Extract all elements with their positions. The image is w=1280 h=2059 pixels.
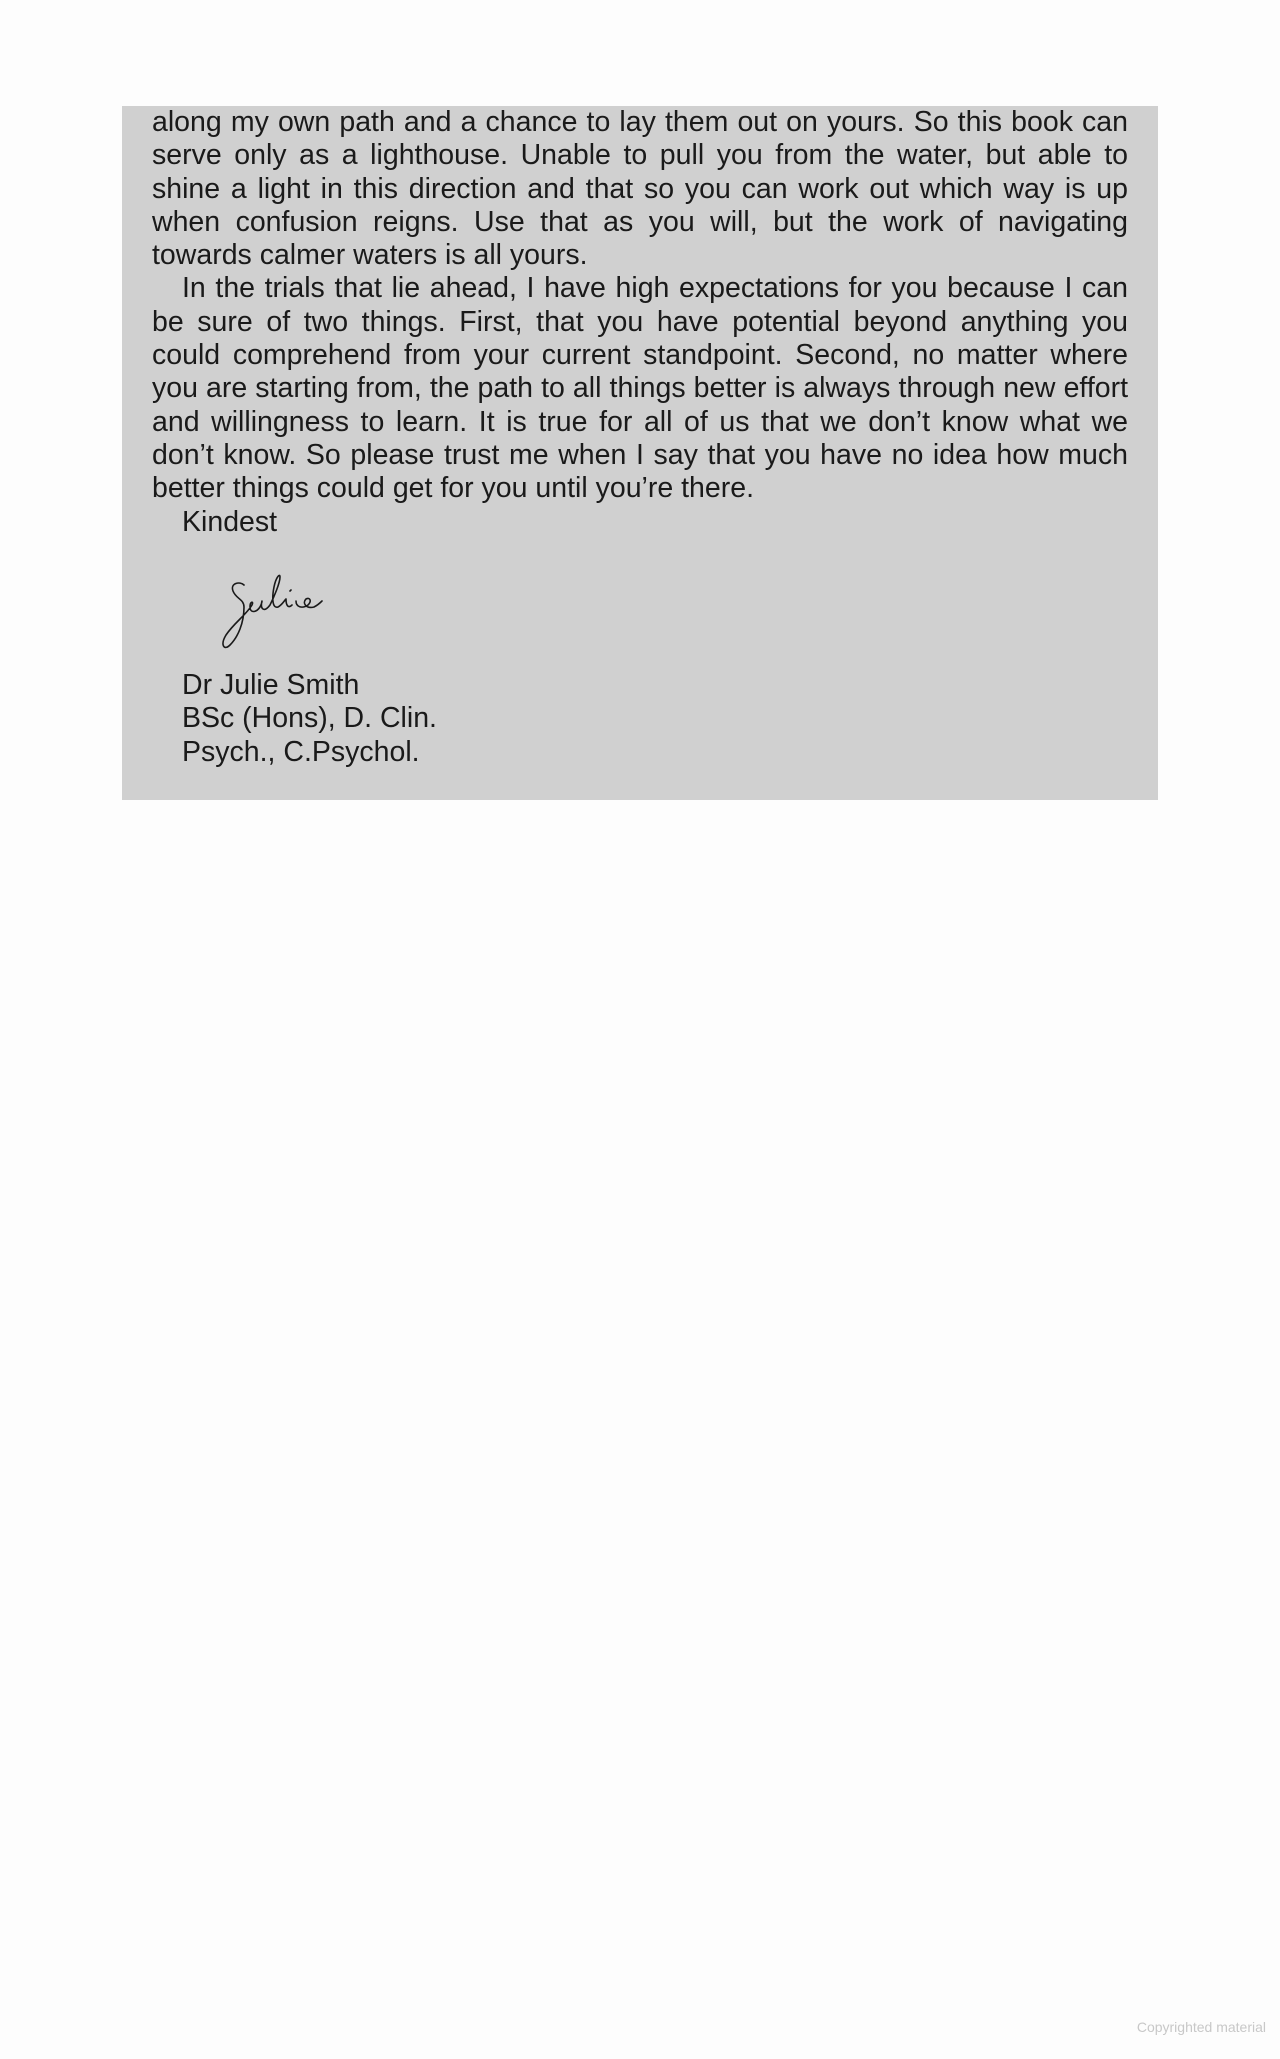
author-credentials-line-2: Psych., C.Psychol. [182,735,420,768]
handwritten-signature [200,561,330,651]
letter-paragraph-continuation: along my own path and a chance to lay them out on yours. So this book can serve only as a lighthouse. Unable to pull you from the water, but able to shine a light in this direction and that so you can work out which way is up when confusion reigns. Use that as you will, but the work of navigating towards calmer waters is all yours. [152,106,1128,272]
letter-box [122,106,1158,800]
signature-block [182,669,437,769]
author-name: Dr Julie Smith [182,669,360,701]
letter-closing: Kindest [182,505,278,538]
letter-paragraph-main: In the trials that lie ahead, I have high expectations for you because I can be sure of two things. First, that you have potential beyond anything you could comprehend from your current standpoint. Second, no matter where you are starting from, the path to all things better is always through new effort and willingness to learn. It is true for all of us that we don’t know what we don’t know. So please trust me when I say that you have no idea how much better things could get for you until you’re there. [152,272,1128,505]
author-credentials-line-1: BSc (Hons), D. Clin. [182,702,437,735]
copyright-notice: Copyrighted material [1136,2019,1266,2035]
